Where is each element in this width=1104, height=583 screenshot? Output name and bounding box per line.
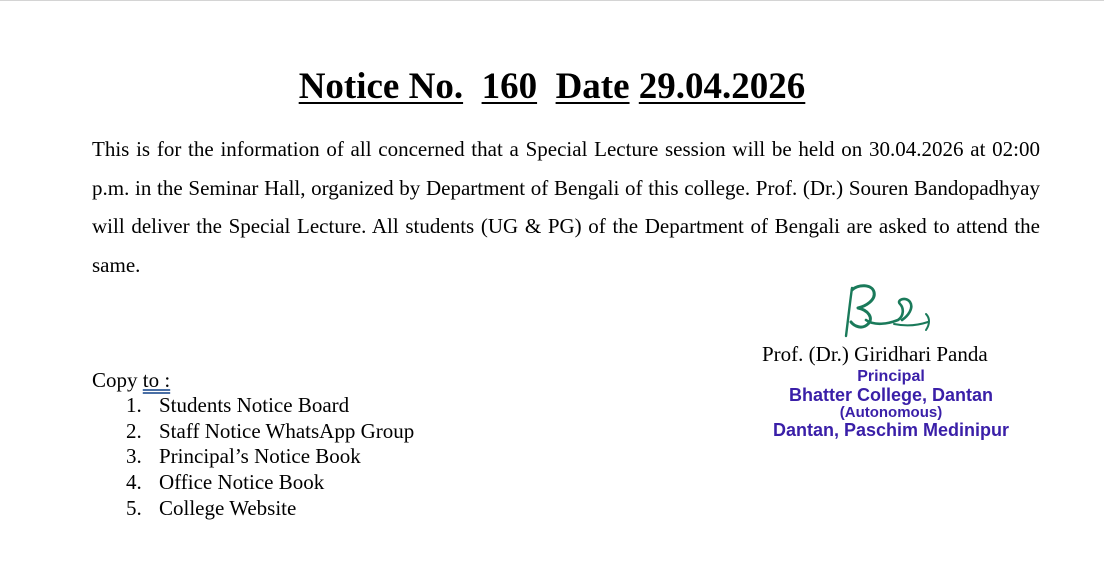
list-item — [126, 419, 414, 445]
top-border — [0, 0, 1104, 1]
principal-stamp — [756, 368, 1026, 441]
copy-to-word: Copy — [92, 368, 138, 392]
signatory-name: Prof. (Dr.) Giridhari Panda — [762, 342, 988, 366]
list-item-number: 3. — [126, 444, 142, 469]
notice-date: 29.04.2026 — [638, 66, 806, 107]
list-item-number: 5. — [126, 495, 142, 520]
stamp-line-autonomous: (Autonomous) — [839, 404, 943, 421]
notice-body: This is for the information of all concerned that a Special Lecture session will be held on 30.04.2026 at 02:00 p.m. in the Seminar Hall, organized by Department of Bengali of this college. Prof. (Dr.) Souren Bandopadhyay will deliver the Special Lecture. All students (UG & PG) of the Department of Bengali are asked to attend the same. — [92, 137, 1040, 278]
signature-image — [838, 280, 938, 342]
notice-title-prefix: Notice No. — [298, 66, 464, 107]
stamp-line-college: Bhatter College, Dantan — [788, 385, 994, 405]
stamp-line-principal: Principal — [857, 368, 925, 385]
list-item — [126, 496, 414, 522]
list-item-text: College Website — [159, 495, 297, 520]
notice-date-label: Date — [555, 66, 630, 107]
list-item-number: 4. — [126, 470, 142, 495]
copy-to-suffix: to : — [142, 368, 171, 392]
list-item-text: Principal’s Notice Book — [159, 444, 361, 469]
copy-to-label — [92, 367, 170, 393]
list-item-text: Office Notice Book — [159, 470, 325, 495]
notice-title — [0, 64, 1104, 110]
notice-number: 160 — [481, 66, 538, 107]
list-item-number: 2. — [126, 418, 142, 443]
list-item-text: Staff Notice WhatsApp Group — [159, 418, 415, 443]
list-item-number: 1. — [126, 393, 142, 417]
list-item-text: Students Notice Board — [159, 393, 350, 417]
stamp-line-location: Dantan, Paschim Medinipur — [772, 420, 1010, 440]
list-item — [126, 444, 414, 470]
list-item — [126, 470, 414, 496]
list-item — [126, 393, 414, 419]
copy-to-list — [126, 393, 414, 521]
